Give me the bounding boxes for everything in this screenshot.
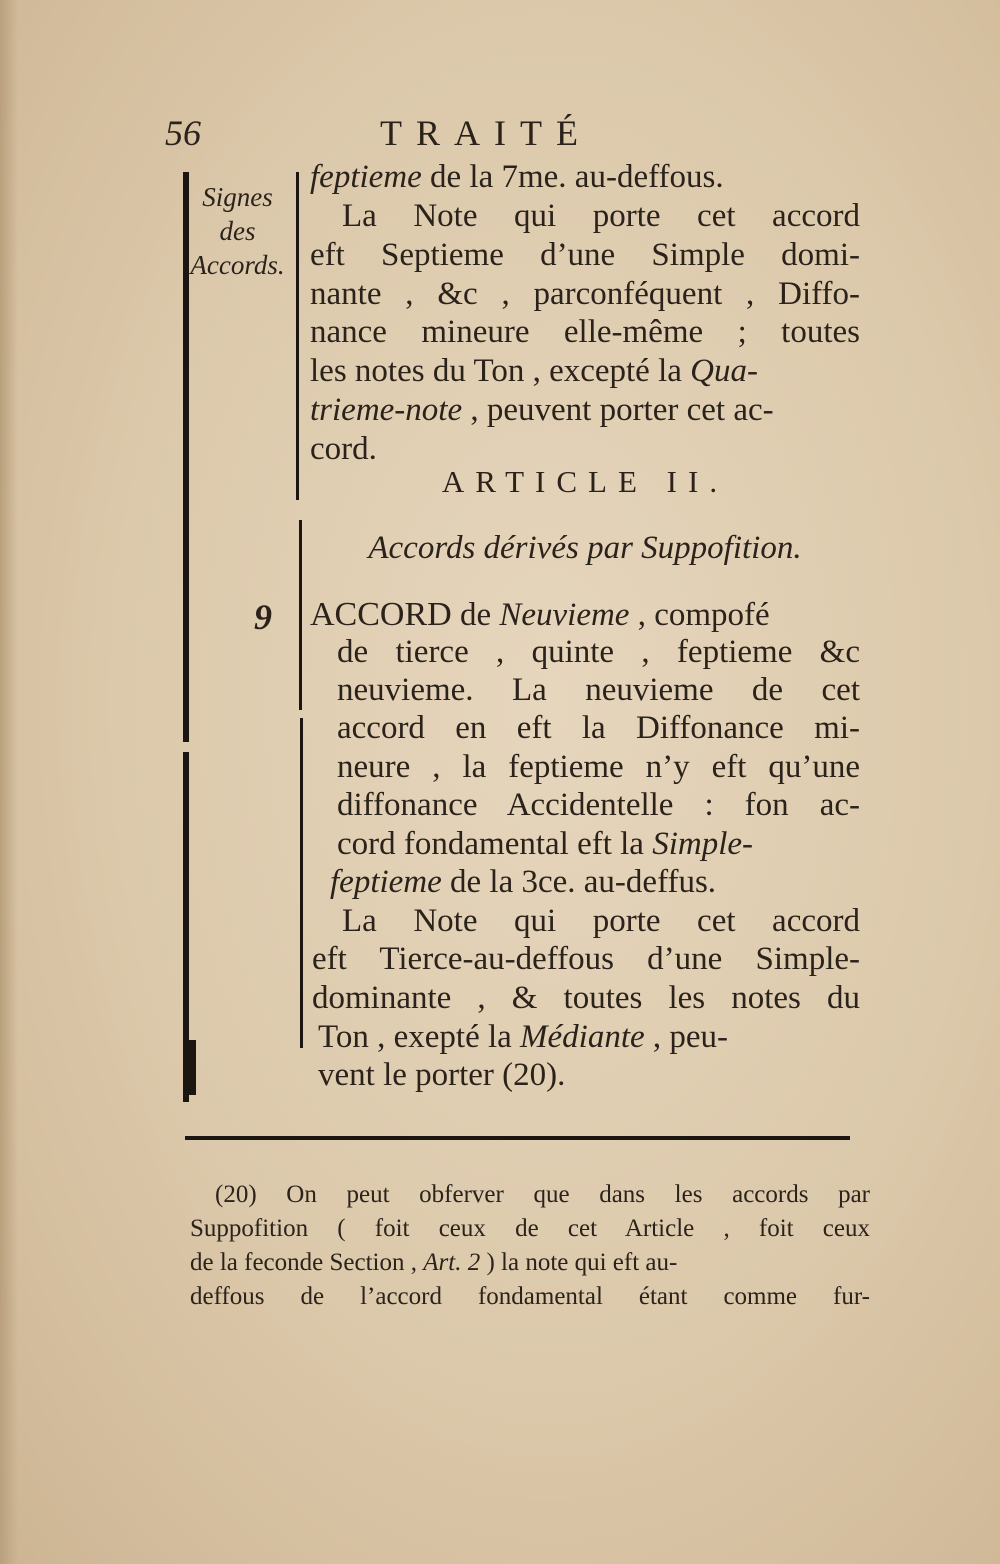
text-line <box>337 825 753 864</box>
text-run: , compofé <box>629 597 770 633</box>
text-italic: feptieme <box>330 864 442 900</box>
footnote-line: Suppofition ( foit ceux de cet Article , foit ceux <box>190 1215 870 1242</box>
text-line <box>310 596 770 635</box>
margin-note-line2: des <box>219 216 256 246</box>
text-italic: Art. 2 <box>423 1249 481 1276</box>
text-line: La Note qui porte cet accord <box>342 903 860 939</box>
text-run: de la 7me. au-deffous. <box>421 159 724 195</box>
footnote-line: (20) On peut obferver que dans les accords par <box>215 1181 870 1208</box>
margin-note-line1: Signes <box>202 182 273 212</box>
margin-rule-right-lower <box>300 718 303 1048</box>
text-run: , peuvent porter cet ac- <box>462 392 774 428</box>
text-italic: Médiante <box>520 1019 645 1055</box>
text-initial: ACCORD <box>310 596 452 633</box>
margin-section-number: 9 <box>254 597 272 637</box>
text-italic: trieme-note <box>310 392 463 428</box>
footnote-line: deffous de l’accord fondamental étant comme fur- <box>190 1283 870 1310</box>
text-run: , peu- <box>644 1019 729 1055</box>
text-line: cord. <box>310 431 377 467</box>
text-line: nance mineure elle-même ; toutes <box>310 314 860 350</box>
footnote-line <box>190 1246 677 1280</box>
text-line <box>318 1018 728 1057</box>
text-run: de <box>451 597 500 633</box>
margin-rule-right-upper <box>296 172 299 500</box>
text-line: neuvieme. La neuvieme de cet <box>337 672 860 708</box>
text-run: cord fondamental eft la <box>337 826 653 862</box>
text-run: ) la note qui eft au- <box>480 1249 678 1276</box>
page-spine-shadow <box>0 0 18 1564</box>
text-run: de la 3ce. au-deffus. <box>441 864 717 900</box>
text-line: eft Tierce-au-deffous d’une Simple- <box>312 941 860 977</box>
article-title: ARTICLE II. <box>441 464 729 499</box>
text-line: eft Septieme d’une Simple domi- <box>310 237 860 273</box>
margin-rule-right-mid <box>299 520 302 710</box>
text-line: dominante , & toutes les notes du <box>312 980 860 1016</box>
text-line <box>310 352 758 391</box>
page-number: 56 <box>165 113 201 153</box>
text-italic: feptieme <box>310 159 422 195</box>
text-run: les notes du Ton , excepté la <box>310 353 691 389</box>
running-title: TRAITÉ <box>380 113 592 153</box>
margin-note-line3: Accords. <box>190 250 285 280</box>
text-line <box>310 158 724 197</box>
text-line: vent le porter (20). <box>318 1057 566 1093</box>
text-line: diffonance Accidentelle : fon ac- <box>337 787 860 823</box>
text-run: de la feconde Section , <box>190 1249 424 1276</box>
text-line: neure , la feptieme n’y eft qu’une <box>337 749 860 785</box>
text-italic: Qua- <box>690 353 758 389</box>
text-line: de tierce , quinte , feptieme &c <box>337 634 860 670</box>
article-subtitle: Accords dérivés par Suppofition. <box>368 530 802 566</box>
text-line <box>330 863 716 902</box>
text-italic: Simple- <box>652 826 754 862</box>
text-run: Ton , exepté la <box>318 1019 521 1055</box>
text-line <box>310 391 774 430</box>
text-line: nante , &c , parconféquent , Diffo- <box>310 276 860 312</box>
footnote-separator <box>185 1136 850 1140</box>
margin-rule-bracket <box>186 1040 196 1095</box>
text-line: La Note qui porte cet accord <box>342 198 860 234</box>
text-italic: Neuvieme <box>499 597 630 633</box>
text-line: accord en eft la Diffonance mi- <box>337 710 860 746</box>
